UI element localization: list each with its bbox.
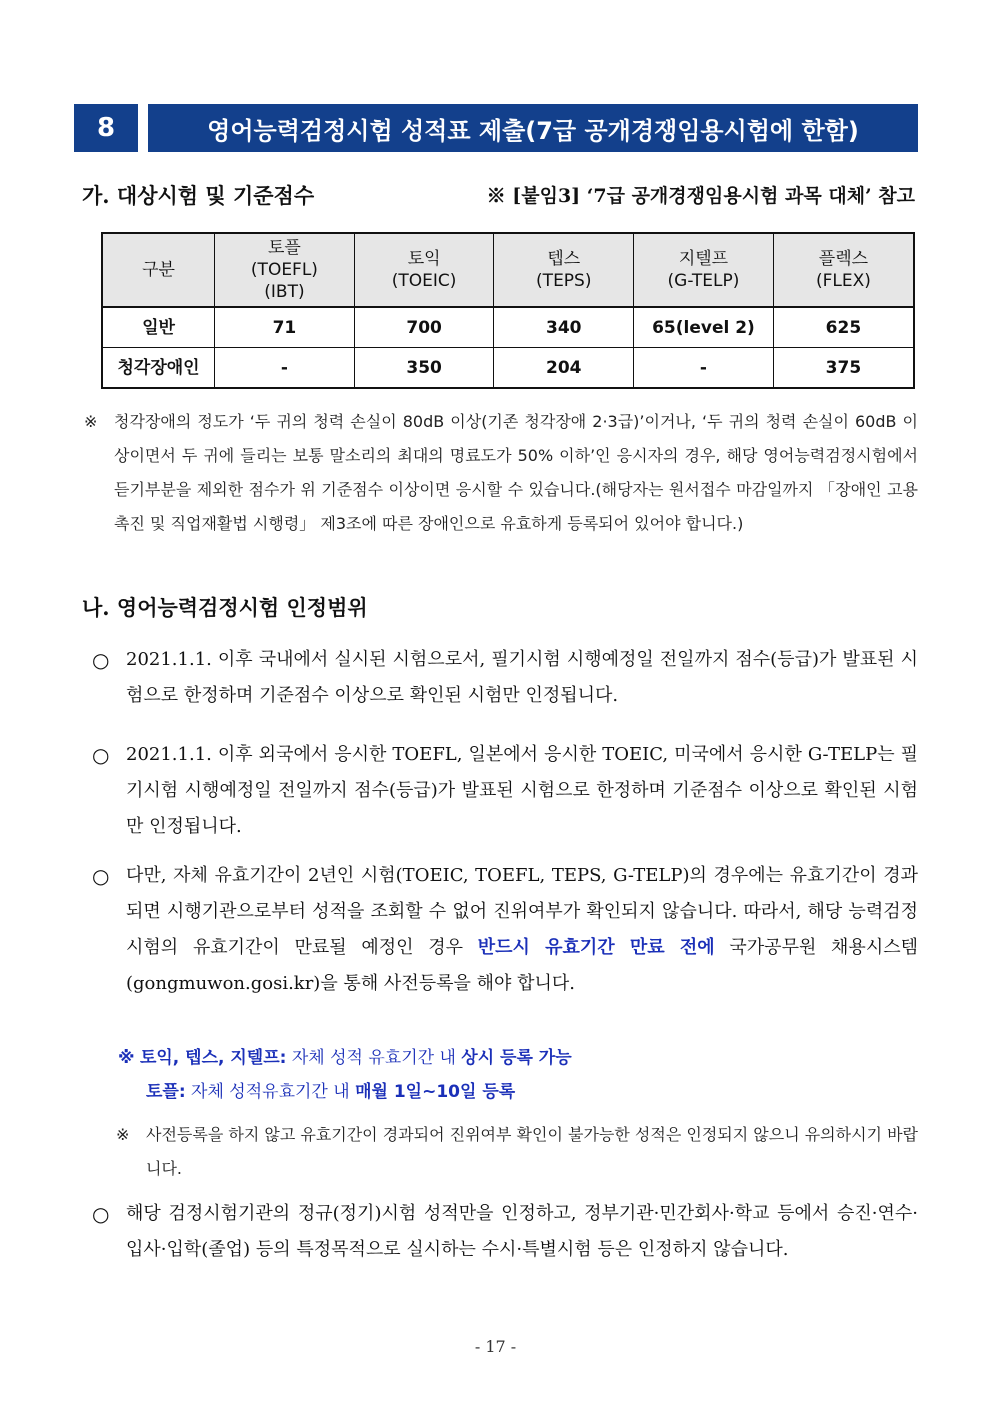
subheading-b: 나. 영어능력검정시험 인정범위 xyxy=(82,595,368,620)
page-number: - 17 - xyxy=(474,1337,517,1356)
cell-toefl: - xyxy=(215,348,355,389)
header-teps: 텝스 (TEPS) xyxy=(494,233,634,307)
cell-teps: 340 xyxy=(494,307,634,348)
table-row xyxy=(102,307,914,348)
header-gtelp: 지텔프 (G-TELP) xyxy=(634,233,774,307)
cell-toefl: 71 xyxy=(215,307,355,348)
note-mark: ※ xyxy=(116,1125,130,1144)
note-text: 청각장애의 정도가 ‘두 귀의 청력 손실이 80dB 이상(기존 청각장애 2·3급)’이거나, ‘두 귀의 청력 손실이 60dB 이상이면서 두 귀에 들리는 보통 말소리의 최대의 명료도가 50% 이하’인 응시자의 경우, 해당 영어능력검정시험에서 듣기부분을 제외한 점수가 위 기준점수 이상이면 응시할 수 있습니다.(해당자는 원서접수 마감일까지 「장애인 고용촉진 및 직업재활법 시행령」 제3조에 따른 장애인으로 유효하게 등록되어 있어야 합니다.) xyxy=(114,412,918,533)
section-number: 8 xyxy=(74,104,138,152)
hearing-impaired-note xyxy=(84,405,918,541)
registration-info xyxy=(118,1041,918,1109)
table-header-row xyxy=(102,233,914,307)
emphasis-text: 반드시 유효기간 만료 전에 xyxy=(477,937,715,958)
bullet-item xyxy=(92,642,918,714)
cell-teps: 204 xyxy=(494,348,634,389)
row-label: 일반 xyxy=(102,307,215,348)
bullet-text: 해당 검정시험기관의 정규(정기)시험 성적만을 인정하고, 정부기관·민간회사·학교 등에서 승진·연수·입사·입학(졸업) 등의 특정목적으로 실시하는 수시·특별시험 등은 인정하지 않습니다. xyxy=(126,1203,918,1260)
bullet-text: 다만, 자체 유효기간이 2년인 시험(TOEIC, TOEFL, TEPS, G-TELP)의 경우에는 유효기간이 경과되면 시행기관으로부터 성적을 조회할 수 없어 진위여부가 확인되지 않습니다. 따라서, 해당 능력검정시험의 유효기간이 만료될 예정인 경우 반드시 유효기간 만료 전에 국가공무원 채용시스템(gongmuwon.gosi.kr)을 통해 사전등록을 해야 합니다. xyxy=(126,865,918,994)
preregistration-note xyxy=(116,1118,918,1186)
header-toeic: 토익 (TOEIC) xyxy=(354,233,494,307)
subheading-a-reference: ※ [붙임3] ‘7급 공개경쟁임용시험 과목 대체’ 참고 xyxy=(486,185,915,207)
cell-toeic: 700 xyxy=(354,307,494,348)
cell-toeic: 350 xyxy=(354,348,494,389)
registration-line-2: 토플: 자체 성적유효기간 내 매월 1일~10일 등록 xyxy=(146,1082,516,1102)
registration-line-1: ※ 토익, 텝스, 지텔프: 자체 성적 유효기간 내 상시 등록 가능 xyxy=(118,1048,572,1068)
note-text: 사전등록을 하지 않고 유효기간이 경과되어 진위여부 확인이 불가능한 성적은 인정되지 않으니 유의하시기 바랍니다. xyxy=(146,1125,919,1178)
header-flex: 플렉스 (FLEX) xyxy=(773,233,914,307)
cell-gtelp: - xyxy=(634,348,774,389)
cell-gtelp: 65(level 2) xyxy=(634,307,774,348)
circle-bullet-icon: ○ xyxy=(92,1202,110,1226)
note-mark: ※ xyxy=(84,412,98,431)
circle-bullet-icon: ○ xyxy=(92,864,110,888)
section-title: 영어능력검정시험 성적표 제출(7급 공개경쟁임용시험에 한함) xyxy=(148,104,918,152)
header-category: 구분 xyxy=(102,233,215,307)
bullet-text: 2021.1.1. 이후 국내에서 실시된 시험으로서, 필기시험 시행예정일 전일까지 점수(등급)가 발표된 시험으로 한정하며 기준점수 이상으로 확인된 시험만 인정됩니다. xyxy=(126,649,918,706)
table-row xyxy=(102,348,914,389)
cell-flex: 625 xyxy=(773,307,914,348)
bullet-item xyxy=(92,858,918,1002)
bullet-item xyxy=(92,1196,918,1268)
circle-bullet-icon: ○ xyxy=(92,648,110,672)
bullet-text: 2021.1.1. 이후 외국에서 응시한 TOEFL, 일본에서 응시한 TOEIC, 미국에서 응시한 G-TELP는 필기시험 시행예정일 전일까지 점수(등급)가 발표된 시험으로 한정하며 기준점수 이상으로 확인된 시험만 인정됩니다. xyxy=(126,744,918,837)
cell-flex: 375 xyxy=(773,348,914,389)
row-label: 청각장애인 xyxy=(102,348,215,389)
header-toefl: 토플 (TOEFL) (IBT) xyxy=(215,233,355,307)
circle-bullet-icon: ○ xyxy=(92,743,110,767)
criteria-score-table xyxy=(101,232,915,389)
bullet-item xyxy=(92,737,918,845)
subheading-a: 가. 대상시험 및 기준점수 xyxy=(82,183,315,208)
